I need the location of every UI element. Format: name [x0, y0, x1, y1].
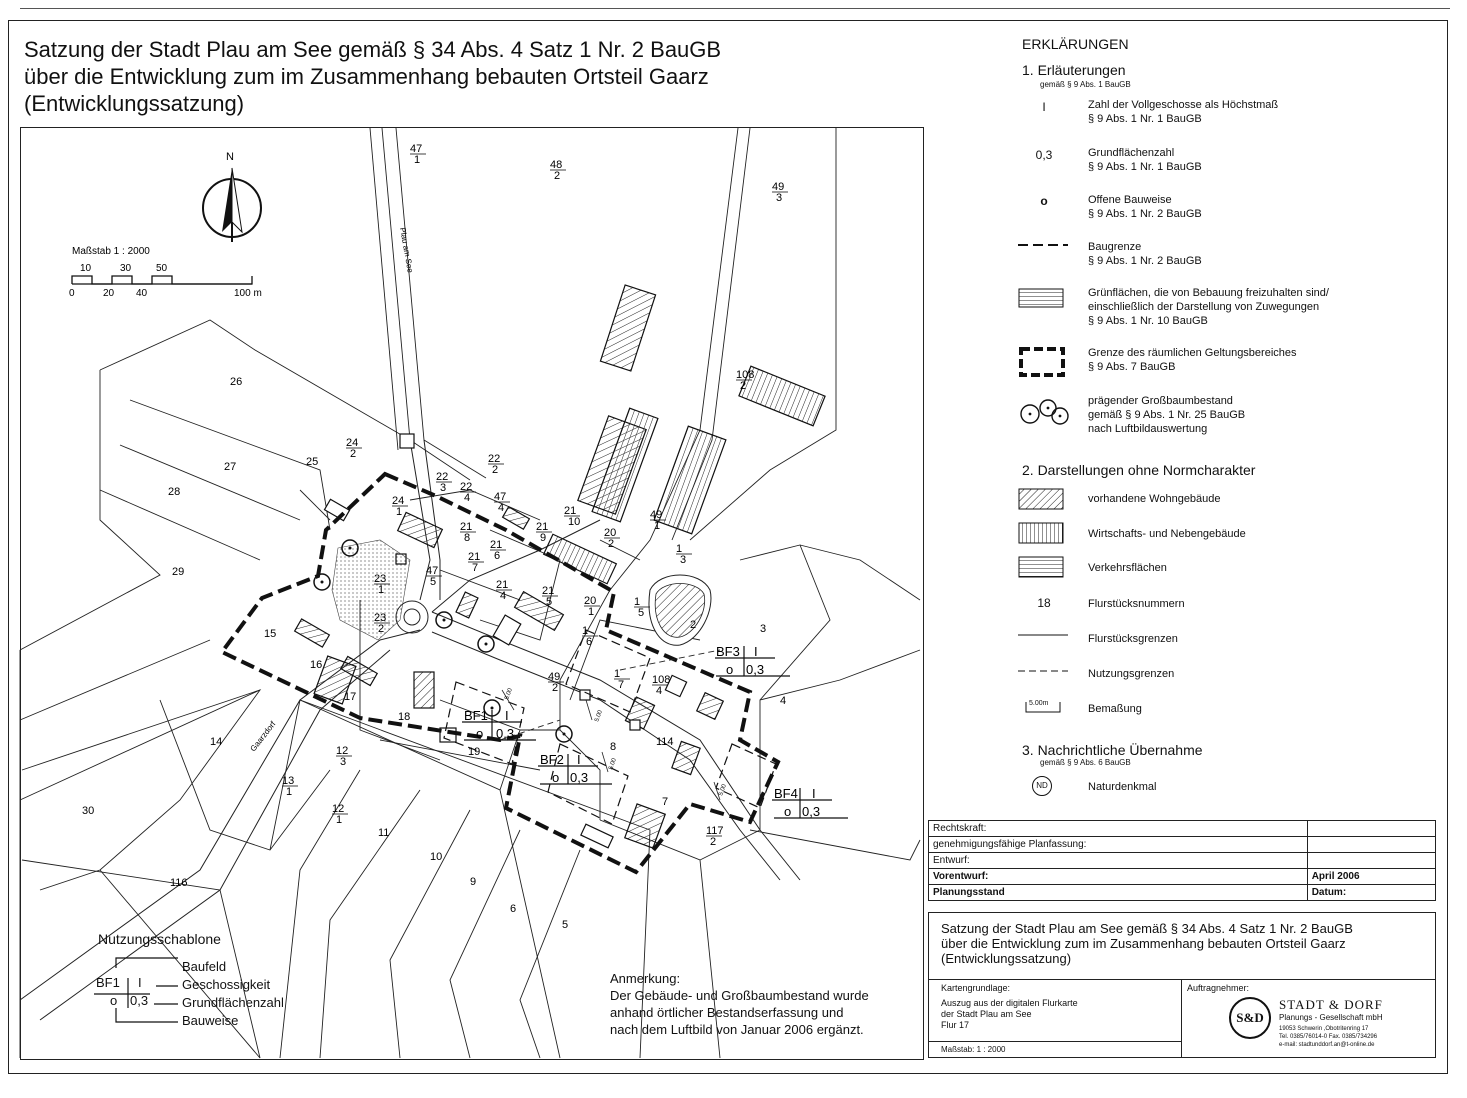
legend-text: § 9 Abs. 1 Nr. 10 BauGB — [1088, 315, 1208, 327]
parcel-denominator: 7 — [618, 679, 625, 691]
parcel-denominator: 2 — [740, 380, 747, 392]
nut-bauweise: o — [110, 993, 118, 1008]
parcel-number: 18 — [398, 711, 411, 723]
parcel-numerator: 23 — [374, 573, 387, 585]
scale-tick-30: 30 — [120, 263, 132, 274]
parcel-number — [706, 825, 724, 848]
parcel-number — [652, 674, 670, 697]
parcel-denominator: 5 — [430, 576, 437, 588]
parcel-denominator: 5 — [638, 607, 645, 619]
anmerkung-line-3: nach dem Luftbild von Januar 2006 ergänzt. — [610, 1022, 864, 1037]
firm-subtitle: Planungs - Gesellschaft mbH — [1279, 1013, 1383, 1022]
dimension-label: 5.00 — [504, 687, 514, 701]
legend-item-flurstuecksgrenzen: Flurstücksgrenzen — [1088, 633, 1178, 645]
parcel-numerator: 13 — [282, 775, 295, 787]
parcel-numerator: 12 — [336, 745, 349, 757]
parcel-numerator: 49 — [772, 181, 785, 193]
legend-item-flurstuecksnummern: Flurstücksnummern — [1088, 598, 1185, 610]
parcel-numerator: 22 — [460, 481, 473, 493]
parcel-number: 2 — [690, 619, 697, 631]
parcel-denominator: 3 — [440, 482, 447, 494]
parcel-number: 114 — [656, 736, 674, 748]
parcel-denominator: 6 — [586, 636, 593, 648]
parcel-number — [614, 668, 624, 691]
parcel-number: 14 — [210, 736, 223, 748]
legend-sym-geltungsbereich — [1018, 346, 1068, 380]
legend-sym-wohngebaeude — [1018, 488, 1066, 512]
parcel-number: 8 — [610, 741, 617, 753]
parcel-denominator: 2 — [608, 538, 615, 550]
parcel-number — [410, 143, 422, 166]
legend-item-naturdenkmal: Naturdenkmal — [1088, 781, 1157, 793]
parcel-denominator: 4 — [464, 492, 471, 504]
parcel-denominator: 6 — [494, 550, 501, 562]
nutzungsschablone-title: Nutzungsschablone — [98, 931, 221, 947]
north-label: N — [226, 151, 234, 163]
parcel-number — [460, 481, 472, 504]
scale-bar — [72, 276, 252, 284]
legend-text: Offene Bauweise — [1088, 194, 1172, 206]
parcel-denominator: 1 — [414, 154, 421, 166]
parcel-numerator: 24 — [346, 437, 359, 449]
auftragnehmer-head: Auftragnehmer: — [1187, 983, 1250, 993]
parcel-denominator: 2 — [492, 464, 499, 476]
legend-sym-bemassung: 5.00m — [1029, 700, 1049, 707]
baugrenzen — [444, 630, 776, 824]
parcel-number: 9 — [470, 876, 477, 888]
parcel-denominator: 4 — [656, 685, 663, 697]
sd-logo — [1229, 997, 1271, 1039]
bf4-geschosse: I — [812, 786, 816, 801]
parcel-numerator: 49 — [650, 509, 663, 521]
legend-sym-verkehrsflaechen — [1018, 556, 1066, 580]
firm-address-line: Tel. 0385/76014-0 Fax. 0385/734296 — [1279, 1034, 1378, 1040]
anmerkung-line-2: anhand örtlicher Bestandserfassung und — [610, 1005, 844, 1020]
legend-sym-baugrenze — [1018, 240, 1070, 250]
bf1-geschosse: I — [505, 708, 509, 723]
parcel-number — [346, 437, 358, 460]
nd-icon-label: ND — [1036, 781, 1048, 790]
tb-massstab-divider — [929, 1041, 1181, 1042]
legend-text: Grünflächen, die von Bebauung freizuhalten sind/ — [1088, 287, 1329, 299]
sd-logo-text: S&D — [1236, 1010, 1264, 1025]
legend-heading: ERKLÄRUNGEN — [1022, 36, 1129, 52]
parcel-number — [604, 527, 616, 550]
parcel-number — [494, 491, 506, 514]
dimension-labels — [504, 687, 728, 797]
status-value — [1307, 853, 1435, 869]
anmerkung-heading: Anmerkung: — [610, 971, 681, 986]
legend-text: § 9 Abs. 7 BauGB — [1088, 361, 1176, 373]
kg-line: der Stadt Plau am See — [941, 1009, 1032, 1019]
parcel-number: 3 — [760, 623, 767, 635]
legend-sym-gruenflaechen — [1018, 288, 1066, 310]
bf2-grz: 0,3 — [570, 770, 589, 785]
legend-sym-nutzungsgrenzen — [1018, 668, 1070, 674]
parcel-number: 17 — [344, 691, 357, 703]
parcel-numerator: 1 — [634, 596, 641, 608]
north-arrow — [203, 168, 261, 242]
parcel-denominator: 10 — [568, 516, 581, 528]
massstab: Maßstab: 1 : 2000 — [941, 1045, 1006, 1054]
parcel-denominator: 4 — [500, 590, 507, 602]
status-row — [929, 821, 1436, 837]
parcel-numerator: 117 — [706, 825, 724, 837]
parcel-denominator: 3 — [340, 756, 347, 768]
legend-section-1: 1. Erläuterungen — [1022, 62, 1126, 78]
parcel-number: 5 — [562, 919, 569, 931]
legend-section-3-sub: gemäß § 9 Abs. 6 BauGB — [1040, 758, 1131, 767]
parcel-numerator: 1 — [582, 625, 589, 637]
bf4-bauweise: o — [784, 804, 792, 819]
nut-label-geschossigkeit: Geschossigkeit — [182, 977, 271, 992]
parcel-number — [772, 181, 784, 204]
tb-title-line-1: Satzung der Stadt Plau am See gemäß § 34 Abs. 4 Satz 1 Nr. 2 BauGB — [941, 921, 1353, 936]
parcel-denominator: 1 — [588, 606, 595, 618]
tb-vdivider — [1181, 979, 1182, 1057]
nutzungsschablone — [90, 930, 350, 1030]
parcel-denominator: 4 — [498, 502, 505, 514]
parcel-denominator: 2 — [350, 448, 357, 460]
parcel-denominator: 9 — [540, 532, 547, 544]
firm-address-line: e-mail: stadtunddorf.an@t-online.de — [1279, 1042, 1375, 1048]
status-label: Entwurf: — [929, 853, 1308, 869]
parcel-number — [536, 521, 548, 544]
bf2-bauweise: o — [552, 770, 560, 785]
legend-item-nebengebaeude: Wirtschafts- und Nebengebäude — [1088, 528, 1246, 540]
parcel-numerator: 21 — [496, 579, 509, 591]
parcel-number — [548, 671, 560, 694]
parcel-denominator: 5 — [546, 596, 553, 608]
parcel-number: 29 — [172, 566, 185, 578]
parcel-number — [332, 803, 344, 826]
parcel-number: 28 — [168, 486, 181, 498]
dimension-label: 5.00 — [718, 783, 728, 797]
title-line-2: über die Entwicklung zum im Zusammenhang bebauten Ortsteil Gaarz — [24, 64, 709, 89]
parcel-denominator: 1 — [286, 786, 293, 798]
geltungsbereich-boundary — [222, 474, 778, 872]
parcel-number: 4 — [780, 695, 787, 707]
parcel-numerator: 22 — [436, 471, 449, 483]
parcel-denominator: 1 — [336, 814, 343, 826]
legend-text: § 9 Abs. 1 Nr. 1 BauGB — [1088, 113, 1202, 125]
parcel-numerator: 21 — [542, 585, 555, 597]
parcel-denominator: 1 — [396, 506, 403, 518]
bf4-grz: 0,3 — [802, 804, 821, 819]
parcel-number — [550, 159, 562, 182]
parcel-numerator: 12 — [332, 803, 345, 815]
title-line-1: Satzung der Stadt Plau am See gemäß § 34 Abs. 4 Satz 1 Nr. 2 BauGB — [24, 37, 722, 62]
parcel-numerator: 20 — [584, 595, 597, 607]
legend-text: Grenze des räumlichen Geltungsbereiches — [1088, 347, 1297, 359]
parcel-number — [488, 453, 500, 476]
scale-tick-50: 50 — [156, 263, 168, 274]
parcel-boundaries — [20, 128, 920, 1058]
legend-item-vollgeschosse — [1088, 98, 1278, 126]
bf1-bauweise: o — [476, 726, 484, 741]
scale-label: Maßstab 1 : 2000 — [72, 246, 150, 257]
parcel-numerator: 21 — [460, 521, 473, 533]
parcel-numerator: 49 — [548, 671, 561, 683]
legend-text: Grundflächenzahl — [1088, 147, 1175, 159]
parcel-denominator: 1 — [378, 584, 385, 596]
firm-address-line: 19053 Schwerin ,Obotritenring 17 — [1279, 1026, 1369, 1032]
parcel-denominator: 8 — [464, 532, 471, 544]
nd-icon — [1032, 776, 1052, 796]
dimension-label: 5.00 — [608, 757, 618, 771]
legend-text: einschließlich der Darstellung von Zuwegungen — [1088, 301, 1320, 313]
legend-item-geltungsbereich — [1088, 346, 1297, 374]
bf4-name: BF4 — [774, 786, 798, 801]
parcel-number: 25 — [306, 456, 319, 468]
legend-item-grossbaum — [1088, 394, 1245, 436]
legend-text: prägender Großbaumbestand — [1088, 395, 1233, 407]
parcel-number — [582, 625, 592, 648]
kg-line: Auszug aus der digitalen Flurkarte — [941, 998, 1078, 1008]
parcel-number — [336, 745, 348, 768]
status-value: Datum: — [1307, 885, 1435, 901]
legend-text: § 9 Abs. 1 Nr. 2 BauGB — [1088, 208, 1202, 220]
status-label: Rechtskraft: — [929, 821, 1308, 837]
nut-label-baufeld: Baufeld — [182, 959, 227, 974]
legend-section-3: 3. Nachrichtliche Übernahme — [1022, 742, 1203, 758]
parcel-number — [436, 471, 448, 494]
legend-sym-flurstuecksgrenzen — [1018, 632, 1070, 638]
firm-address — [1279, 1025, 1377, 1049]
parcel-numerator: 47 — [426, 565, 439, 577]
parcel-number: 6 — [510, 903, 517, 915]
parcel-number — [496, 579, 508, 602]
title-line-3: (Entwicklungssatzung) — [24, 91, 245, 116]
legend — [1010, 36, 1430, 806]
legend-sym-flurstuecksnummern: 18 — [1037, 596, 1051, 610]
bf1-name: BF1 — [464, 708, 488, 723]
parcel-numerator: 1 — [676, 543, 683, 555]
legend-text: Baugrenze — [1088, 241, 1142, 253]
parcel-numerator: 1 — [614, 668, 621, 680]
parcel-numerator: 48 — [550, 159, 563, 171]
parcel-number: 7 — [662, 796, 669, 808]
legend-sym-grossbaum — [1018, 396, 1074, 428]
legend-item-wohngebaeude: vorhandene Wohngebäude — [1088, 493, 1221, 505]
legend-sym-nebengebaeude — [1018, 522, 1066, 546]
legend-item-nutzungsgrenzen: Nutzungsgrenzen — [1088, 668, 1175, 680]
road-label-plau: Plau am See — [398, 226, 415, 274]
parcel-numerator: 21 — [564, 505, 577, 517]
parcel-number — [584, 595, 596, 618]
parcel-denominator: 7 — [472, 562, 479, 574]
legend-text: nach Luftbildauswertung — [1088, 423, 1208, 435]
status-row — [929, 869, 1436, 885]
planungsstand-table — [928, 820, 1436, 901]
bf3-name: BF3 — [716, 644, 740, 659]
legend-text: § 9 Abs. 1 Nr. 1 BauGB — [1088, 161, 1202, 173]
legend-text: § 9 Abs. 1 Nr. 2 BauGB — [1088, 255, 1202, 267]
parcel-number — [564, 505, 580, 528]
parcel-number: 10 — [430, 851, 443, 863]
parcel-denominator: 3 — [776, 192, 783, 204]
kg-head: Kartengrundlage: — [941, 983, 1011, 993]
scale-tick-10: 10 — [80, 263, 92, 274]
legend-item-bemassung: Bemaßung — [1088, 703, 1142, 715]
status-value — [1307, 837, 1435, 853]
status-label: genehmigungsfähige Planfassung: — [929, 837, 1308, 853]
scale-tick-0: 0 — [69, 288, 75, 299]
road-label-gaarzdorf: Gaarzdorf — [248, 719, 278, 754]
parcel-denominator: 2 — [552, 682, 559, 694]
scale-tick-40: 40 — [136, 288, 148, 299]
parcel-numerator: 21 — [536, 521, 549, 533]
nut-grz: 0,3 — [130, 993, 149, 1008]
parcel-number: 116 — [170, 877, 188, 889]
legend-item-verkehrsflaechen: Verkehrsflächen — [1088, 562, 1167, 574]
parcel-number: 30 — [82, 805, 95, 817]
parcel-denominator: 2 — [554, 170, 561, 182]
status-row — [929, 837, 1436, 853]
kartengrundlage — [941, 983, 1078, 1031]
nut-bf: BF1 — [96, 975, 120, 990]
status-label: Vorentwurf: — [929, 869, 1308, 885]
tb-divider — [929, 979, 1435, 980]
title-block-title — [941, 921, 1353, 966]
bf-labels — [464, 644, 820, 819]
legend-item-baugrenze — [1088, 240, 1202, 268]
parcel-number — [460, 521, 472, 544]
parcel-number — [392, 495, 404, 518]
anmerkung-line-1: Der Gebäude- und Großbaumbestand wurde — [610, 988, 869, 1003]
legend-section-2: 2. Darstellungen ohne Normcharakter — [1022, 462, 1256, 478]
parcel-numerator: 47 — [410, 143, 423, 155]
parcel-number — [426, 565, 438, 588]
parcel-numerator: 108 — [652, 674, 671, 686]
parcel-numerator: 47 — [494, 491, 507, 503]
parcel-numerator: 23 — [374, 612, 387, 624]
parcel-numerator: 21 — [468, 551, 481, 563]
bf3-grz: 0,3 — [746, 662, 765, 677]
parcel-numerator: 20 — [604, 527, 617, 539]
nut-geschosse: I — [138, 975, 142, 990]
status-label: Planungsstand — [929, 885, 1308, 901]
status-row — [929, 853, 1436, 869]
parcel-denominator: 3 — [680, 554, 687, 566]
bf2-geschosse: I — [577, 752, 581, 767]
parcel-number — [282, 775, 294, 798]
parcel-denominator: 2 — [710, 836, 717, 848]
parcel-number: 26 — [230, 376, 243, 388]
parcel-numerator: 21 — [490, 539, 503, 551]
anmerkung — [610, 970, 910, 1038]
bf3-bauweise: o — [726, 662, 734, 677]
legend-item-bauweise — [1088, 193, 1202, 221]
nut-label-bauweise: Bauweise — [182, 1013, 239, 1028]
parcel-numerator: 108 — [736, 369, 755, 381]
legend-item-gruenflaechen — [1088, 286, 1329, 328]
legend-text: gemäß § 9 Abs. 1 Nr. 25 BauGB — [1088, 409, 1246, 421]
pond — [649, 575, 711, 645]
scale-tick-20: 20 — [103, 288, 115, 299]
tb-title-line-3: (Entwicklungssatzung) — [941, 951, 1072, 966]
title-block — [928, 912, 1436, 1058]
parcel-denominator: 2 — [378, 623, 385, 635]
parcel-number — [676, 543, 686, 566]
parcel-number — [468, 551, 480, 574]
status-value: April 2006 — [1307, 869, 1435, 885]
kg-line: Flur 17 — [941, 1020, 970, 1030]
bf2-name: BF2 — [540, 752, 564, 767]
scale-tick-100m: 100 m — [234, 288, 262, 299]
status-row — [929, 885, 1436, 901]
parcel-number — [634, 596, 644, 619]
parcel-numerator: 22 — [488, 453, 501, 465]
parcel-number: 15 — [264, 628, 277, 640]
legend-text: Zahl der Vollgeschosse als Höchstmaß — [1088, 99, 1279, 111]
legend-item-grz — [1088, 146, 1202, 174]
bf3-geschosse: I — [754, 644, 758, 659]
parcel-number: 16 — [310, 659, 323, 671]
parcel-number: 11 — [378, 827, 390, 839]
parcel-number — [650, 509, 662, 532]
parcel-number — [490, 539, 502, 562]
legend-sym-bauweise: o — [1040, 194, 1048, 208]
legend-sym-vollgeschosse: I — [1042, 100, 1046, 114]
parcel-number: 19 — [468, 746, 481, 758]
parcel-numerator: 24 — [392, 495, 405, 507]
dimension-label: 5.00 — [594, 709, 604, 723]
parcel-number: 27 — [224, 461, 237, 473]
parcel-denominator: 1 — [654, 520, 661, 532]
status-value — [1307, 821, 1435, 837]
legend-sym-grz: 0,3 — [1035, 148, 1053, 162]
nut-label-grundflaechenzahl: Grundflächenzahl — [182, 995, 284, 1010]
legend-section-1-sub: gemäß § 9 Abs. 1 BauGB — [1040, 80, 1131, 89]
firm-name: STADT & DORF — [1279, 997, 1383, 1012]
bf1-grz: 0,3 — [496, 726, 515, 741]
tb-title-line-2: über die Entwicklung zum im Zusammenhang bebauten Ortsteil Gaarz — [941, 936, 1346, 951]
